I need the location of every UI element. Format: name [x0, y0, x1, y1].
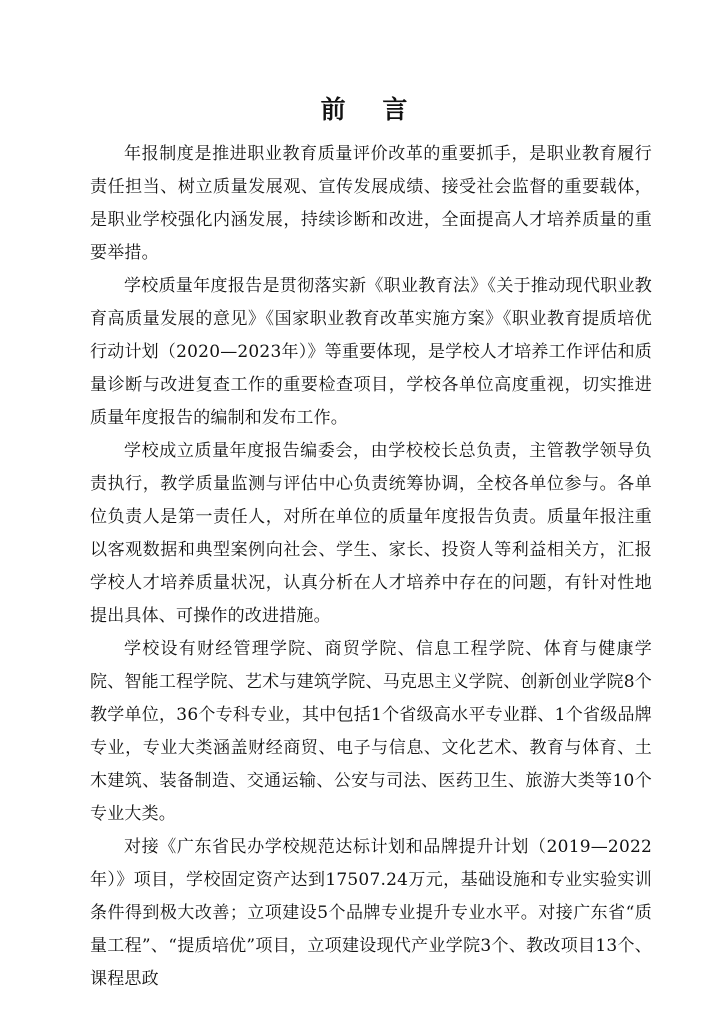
page-title: 前 言: [320, 95, 422, 124]
paragraph-5: 对接《广东省民办学校规范达标计划和品牌提升计划（2019—2022年）》项目，学校固定资产达到17507.24万元，基础设施和专业实验实训条件得到极大改善；立项建设5个品牌专业提升专业水平。对接广东省“质量工程”、“提质培优”项目，立项建设现代产业学院3个、教改项目13个、课程思政: [90, 837, 652, 989]
paragraph-4: 学校设有财经管理学院、商贸学院、信息工程学院、体育与健康学院、智能工程学院、艺术与建筑学院、马克思主义学院、创新创业学院8个教学单位，36个专科专业，其中包括1个省级高水平专业群、1个省级品牌专业，专业大类涵盖财经商贸、电子与信息、文化艺术、教育与体育、土木建筑、装备制造、交通运输、公安与司法、医药卫生、旅游大类等10个专业大类。: [90, 639, 652, 824]
paragraph-2: 学校质量年度报告是贯彻落实新《职业教育法》《关于推动现代职业教育高质量发展的意见》《国家职业教育改革实施方案》《职业教育提质培优行动计划（2020—2023年）》等重要体现，是学校人才培养工作评估和质量诊断与改进复查工作的重要检查项目，学校各单位高度重视，切实推进质量年度报告的编制和发布工作。: [90, 276, 652, 428]
document-body: [90, 138, 652, 996]
paragraph-3: 学校成立质量年度报告编委会，由学校校长总负责，主管教学领导负责执行，教学质量监测与评估中心负责统筹协调，全校各单位参与。各单位负责人是第一责任人，对所在单位的质量年度报告负责。质量年报注重以客观数据和典型案例向社会、学生、家长、投资人等利益相关方，汇报学校人才培养质量状况，认真分析在人才培养中存在的问题，有针对性地提出具体、可操作的改进措施。: [90, 441, 652, 626]
paragraph-1: 年报制度是推进职业教育质量评价改革的重要抓手，是职业教育履行责任担当、树立质量发展观、宣传发展成绩、接受社会监督的重要载体，是职业学校强化内涵发展，持续诊断和改进，全面提高人才培养质量的重要举措。: [90, 144, 652, 263]
